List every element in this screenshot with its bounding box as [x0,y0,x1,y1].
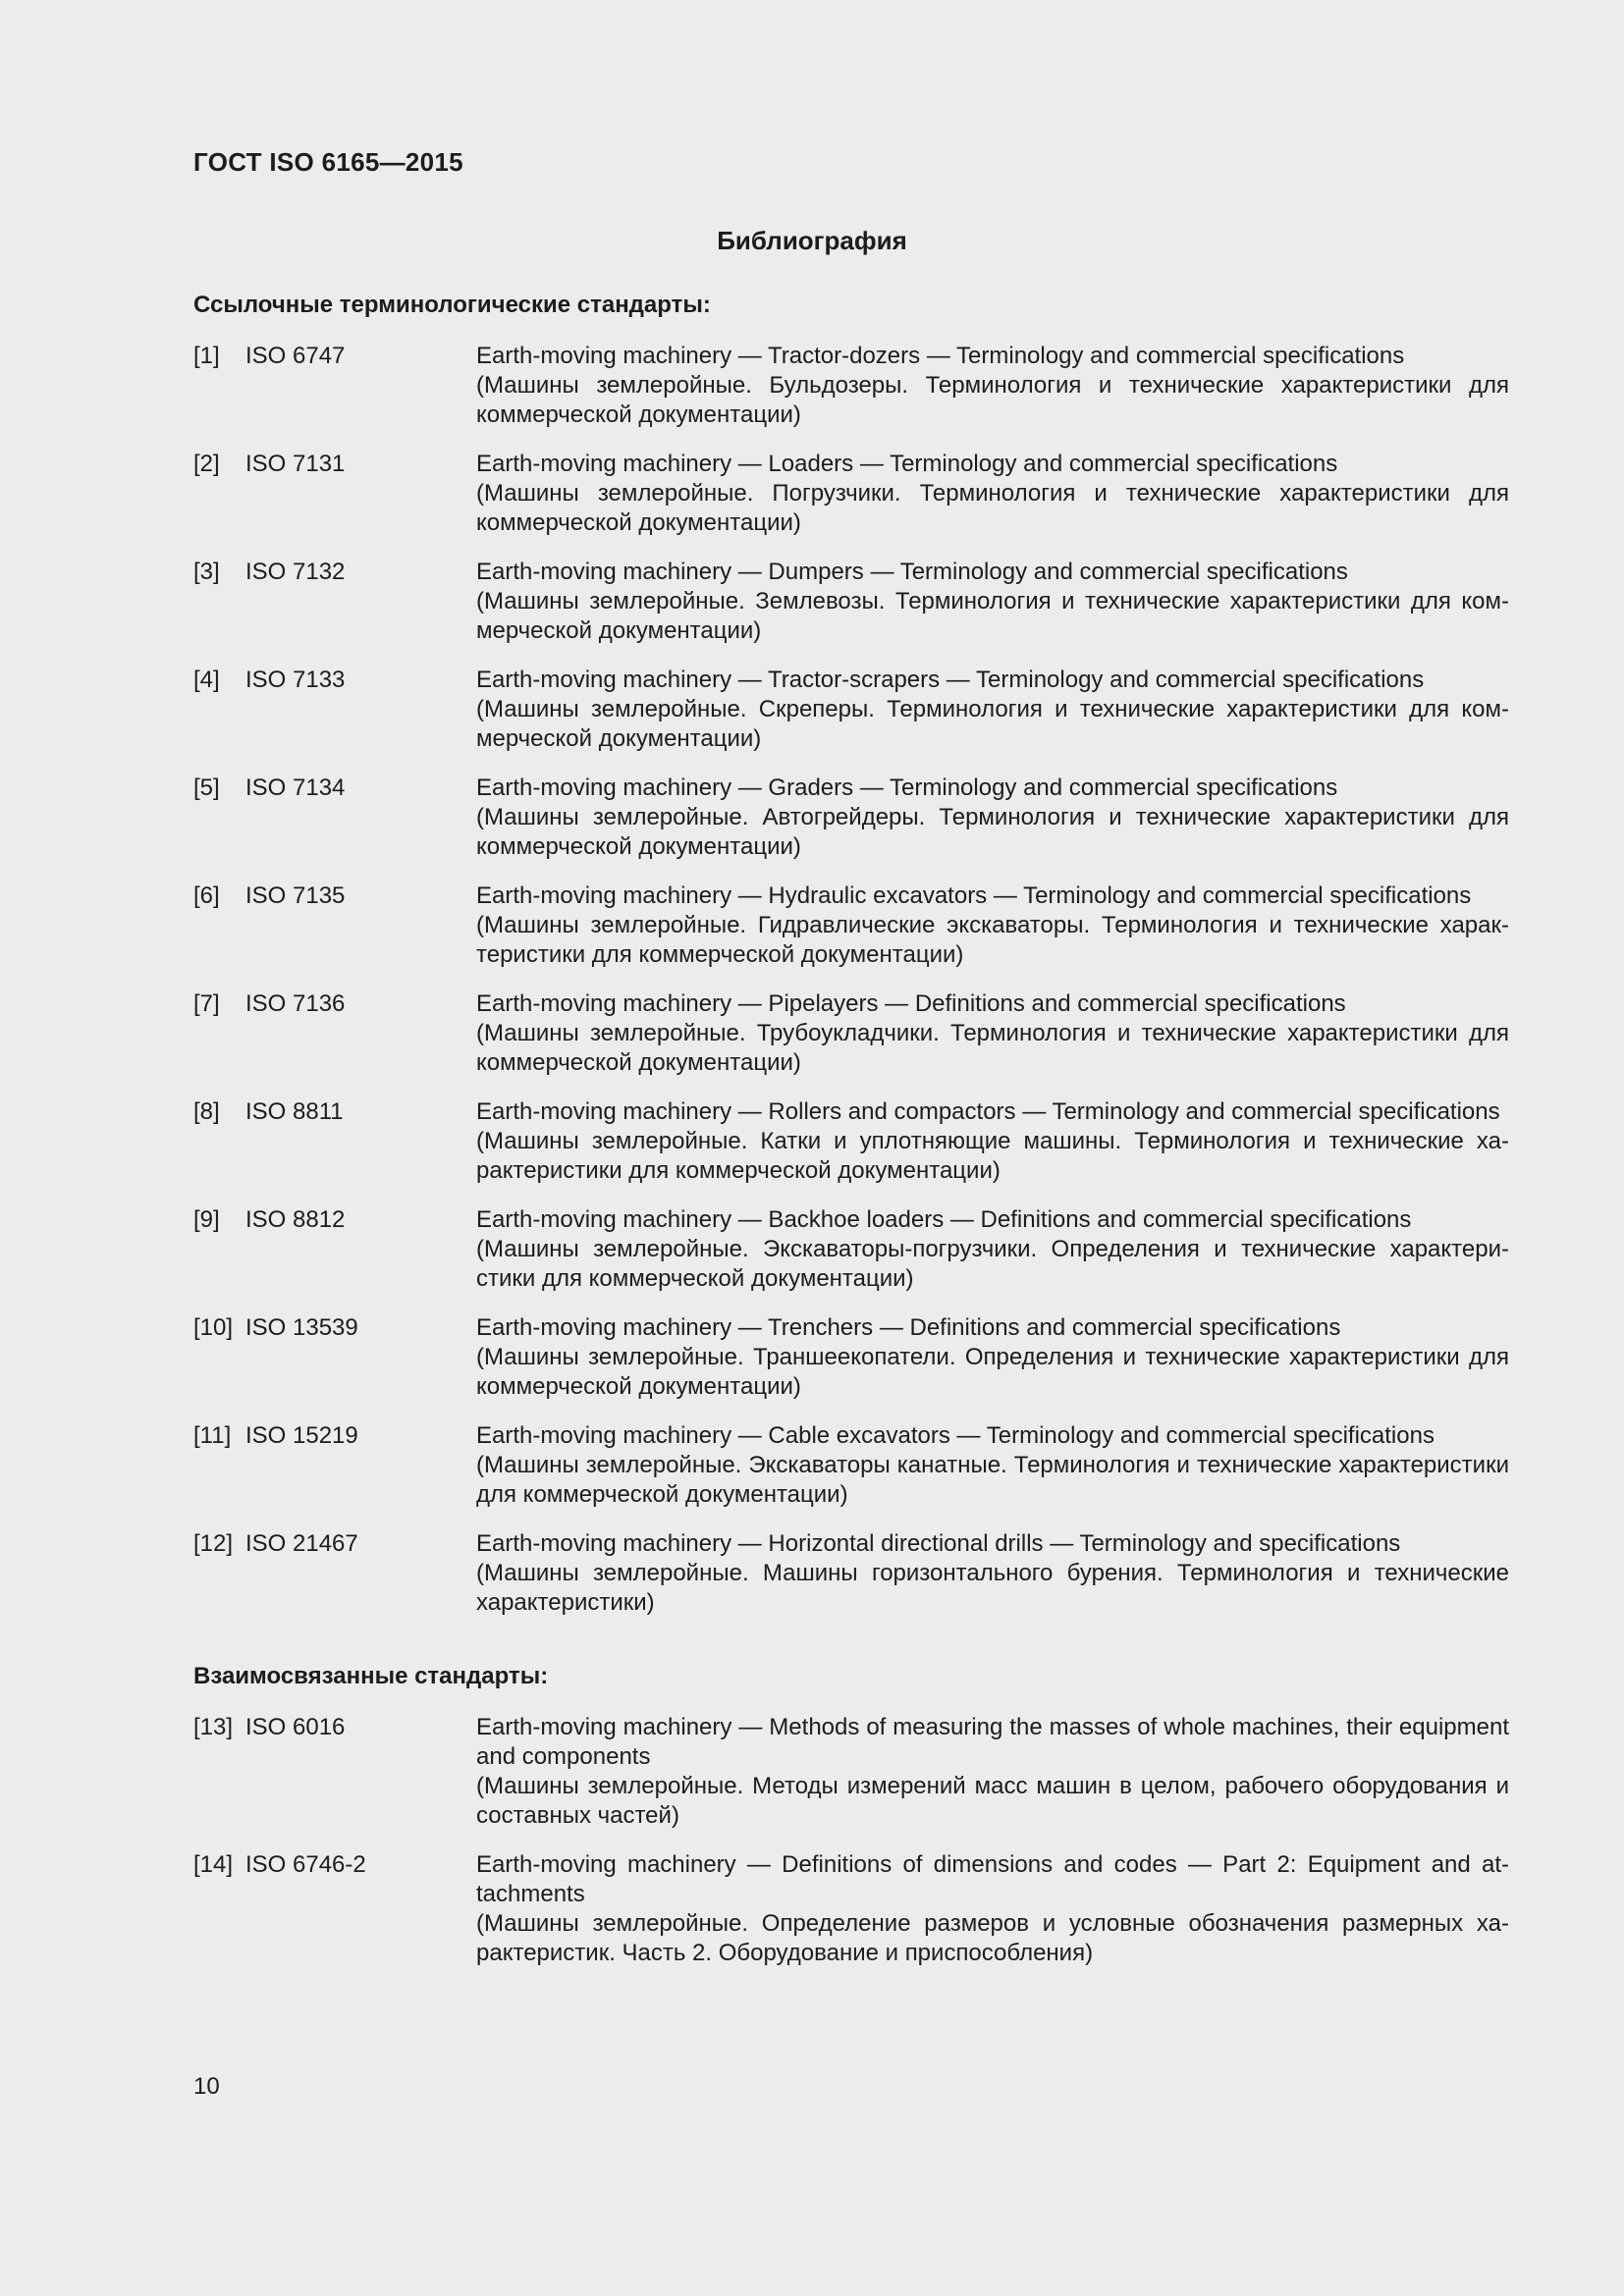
entry-number: [11] [193,1422,232,1449]
entry-description [476,881,1509,970]
standard-code: ISO 7135 [245,882,346,909]
english-title: Earth-moving machinery — Backhoe loaders — Definitions and commercial specifications [476,1206,1412,1233]
english-title: Earth-moving machinery — Tractor-dozers — Terminology and commercial specifications [476,343,1405,369]
section-reference-terminology-standards [193,291,1509,1637]
bibliography-entry [193,881,1509,970]
bibliography-entry [193,1529,1509,1618]
english-title: Earth-moving machinery — Methods of measuring the masses of whole machines, their equipment and components [476,1714,1509,1770]
entry-number: [1] [193,343,220,369]
entry-number: [5] [193,774,220,801]
document-code: ГОСТ ISO 6165—2015 [193,147,463,177]
page-number: 10 [193,2073,220,2100]
bibliography-entry [193,1421,1509,1510]
entry-number: [6] [193,882,220,909]
entry-number: [4] [193,667,220,693]
russian-title: (Машины землеройные. Траншеекопатели. Определения и технические характеристики для коммерческой документации) [476,1344,1509,1400]
standard-code: ISO 7131 [245,451,346,477]
standard-code: ISO 7134 [245,774,346,801]
bibliography-entry [193,558,1509,646]
entry-number: [9] [193,1206,220,1233]
english-title: Earth-moving machinery — Trenchers — Definitions and commercial specifications [476,1314,1341,1341]
russian-title: (Машины землеройные. Скреперы. Терминология и технические характеристики для коммерческой документации) [476,696,1509,752]
standard-code: ISO 6016 [245,1714,346,1740]
standard-code: ISO 21467 [245,1530,358,1557]
standard-code: ISO 15219 [245,1422,358,1449]
bibliography-entry [193,1205,1509,1294]
standard-code: ISO 7132 [245,559,346,585]
russian-title: (Машины землеройные. Методы измерений масс машин в целом, рабочего оборудования и составных частей) [476,1773,1509,1829]
standard-code: ISO 7136 [245,990,346,1017]
english-title: Earth-moving machinery — Rollers and compactors — Terminology and commercial specifications [476,1098,1500,1125]
entry-number: [7] [193,990,220,1017]
entry-description [476,1713,1509,1831]
section-related-standards [193,1662,1509,1988]
bibliography-entry [193,1850,1509,1968]
entry-description [476,1850,1509,1968]
russian-title: (Машины землеройные. Погрузчики. Терминология и технические характеристики для коммерческой документации) [476,480,1509,536]
entry-description [476,1205,1509,1294]
russian-title: (Машины землеройные. Экскаваторы канатные. Терминология и технические характеристики для коммерческой документации) [476,1452,1509,1508]
entry-description [476,342,1509,430]
russian-title: (Машины землеройные. Бульдозеры. Терминология и технические характеристики для коммерческой документации) [476,372,1509,428]
entry-description [476,1313,1509,1402]
bibliography-entry [193,342,1509,430]
entry-number: [13] [193,1714,234,1740]
english-title: Earth-moving machinery — Definitions of dimensions and codes — Part 2: Equipment and attachments [476,1851,1509,1907]
entry-description [476,1529,1509,1618]
section-heading: Взаимосвязанные стандарты: [193,1663,549,1689]
english-title: Earth-moving machinery — Loaders — Terminology and commercial specifications [476,451,1338,477]
bibliography-entry [193,774,1509,862]
standard-code: ISO 6747 [245,343,346,369]
standard-code: ISO 13539 [245,1314,358,1341]
entry-number: [12] [193,1530,234,1557]
entry-number: [3] [193,559,220,585]
russian-title: (Машины землеройные. Трубоукладчики. Терминология и технические характеристики для коммерческой документации) [476,1020,1509,1076]
english-title: Earth-moving machinery — Hydraulic excavators — Terminology and commercial specifications [476,882,1472,909]
standard-code: ISO 8812 [245,1206,346,1233]
english-title: Earth-moving machinery — Dumpers — Terminology and commercial specifications [476,559,1348,585]
english-title: Earth-moving machinery — Pipelayers — Definitions and commercial specifications [476,990,1346,1017]
english-title: Earth-moving machinery — Horizontal directional drills — Terminology and specifications [476,1530,1401,1557]
entry-description [476,774,1509,862]
standard-code: ISO 7133 [245,667,346,693]
entry-number: [14] [193,1851,234,1878]
bibliography-entry [193,666,1509,754]
english-title: Earth-moving machinery — Graders — Terminology and commercial specifications [476,774,1338,801]
page-title: Библиография [717,226,907,255]
english-title: Earth-moving machinery — Cable excavators — Terminology and commercial specifications [476,1422,1435,1449]
bibliography-entry [193,1313,1509,1402]
russian-title: (Машины землеройные. Определение размеров и условные обозначения размерных характеристик. Часть 2. Оборудование и приспособления) [476,1910,1509,1966]
standard-code: ISO 8811 [245,1098,344,1125]
english-title: Earth-moving machinery — Tractor-scrapers — Terminology and commercial specifications [476,667,1425,693]
entry-number: [8] [193,1098,220,1125]
russian-title: (Машины землеройные. Гидравлические экскаваторы. Терминология и технические характеристики для коммерческой документации) [476,912,1509,968]
entry-description [476,989,1509,1078]
entry-description [476,1097,1509,1186]
entry-number: [10] [193,1314,234,1341]
russian-title: (Машины землеройные. Автогрейдеры. Терминология и технические характеристики для коммерческой документации) [476,804,1509,860]
entry-description [476,1421,1509,1510]
entry-description [476,666,1509,754]
bibliography-entry [193,1713,1509,1831]
bibliography-entry [193,450,1509,538]
entry-description [476,450,1509,538]
entry-description [476,558,1509,646]
entry-number: [2] [193,451,220,477]
russian-title: (Машины землеройные. Экскаваторы-погрузчики. Определения и технические характеристики для коммерческой документации) [476,1236,1509,1292]
bibliography-entry [193,1097,1509,1186]
bibliography-entry [193,989,1509,1078]
russian-title: (Машины землеройные. Машины горизонтального бурения. Терминология и технические характеристики) [476,1560,1509,1616]
section-heading: Ссылочные терминологические стандарты: [193,292,711,318]
russian-title: (Машины землеройные. Землевозы. Терминология и технические характеристики для коммерческой документации) [476,588,1509,644]
russian-title: (Машины землеройные. Катки и уплотняющие машины. Терминология и технические характеристики для коммерческой документации) [476,1128,1509,1184]
standard-code: ISO 6746-2 [245,1851,366,1878]
